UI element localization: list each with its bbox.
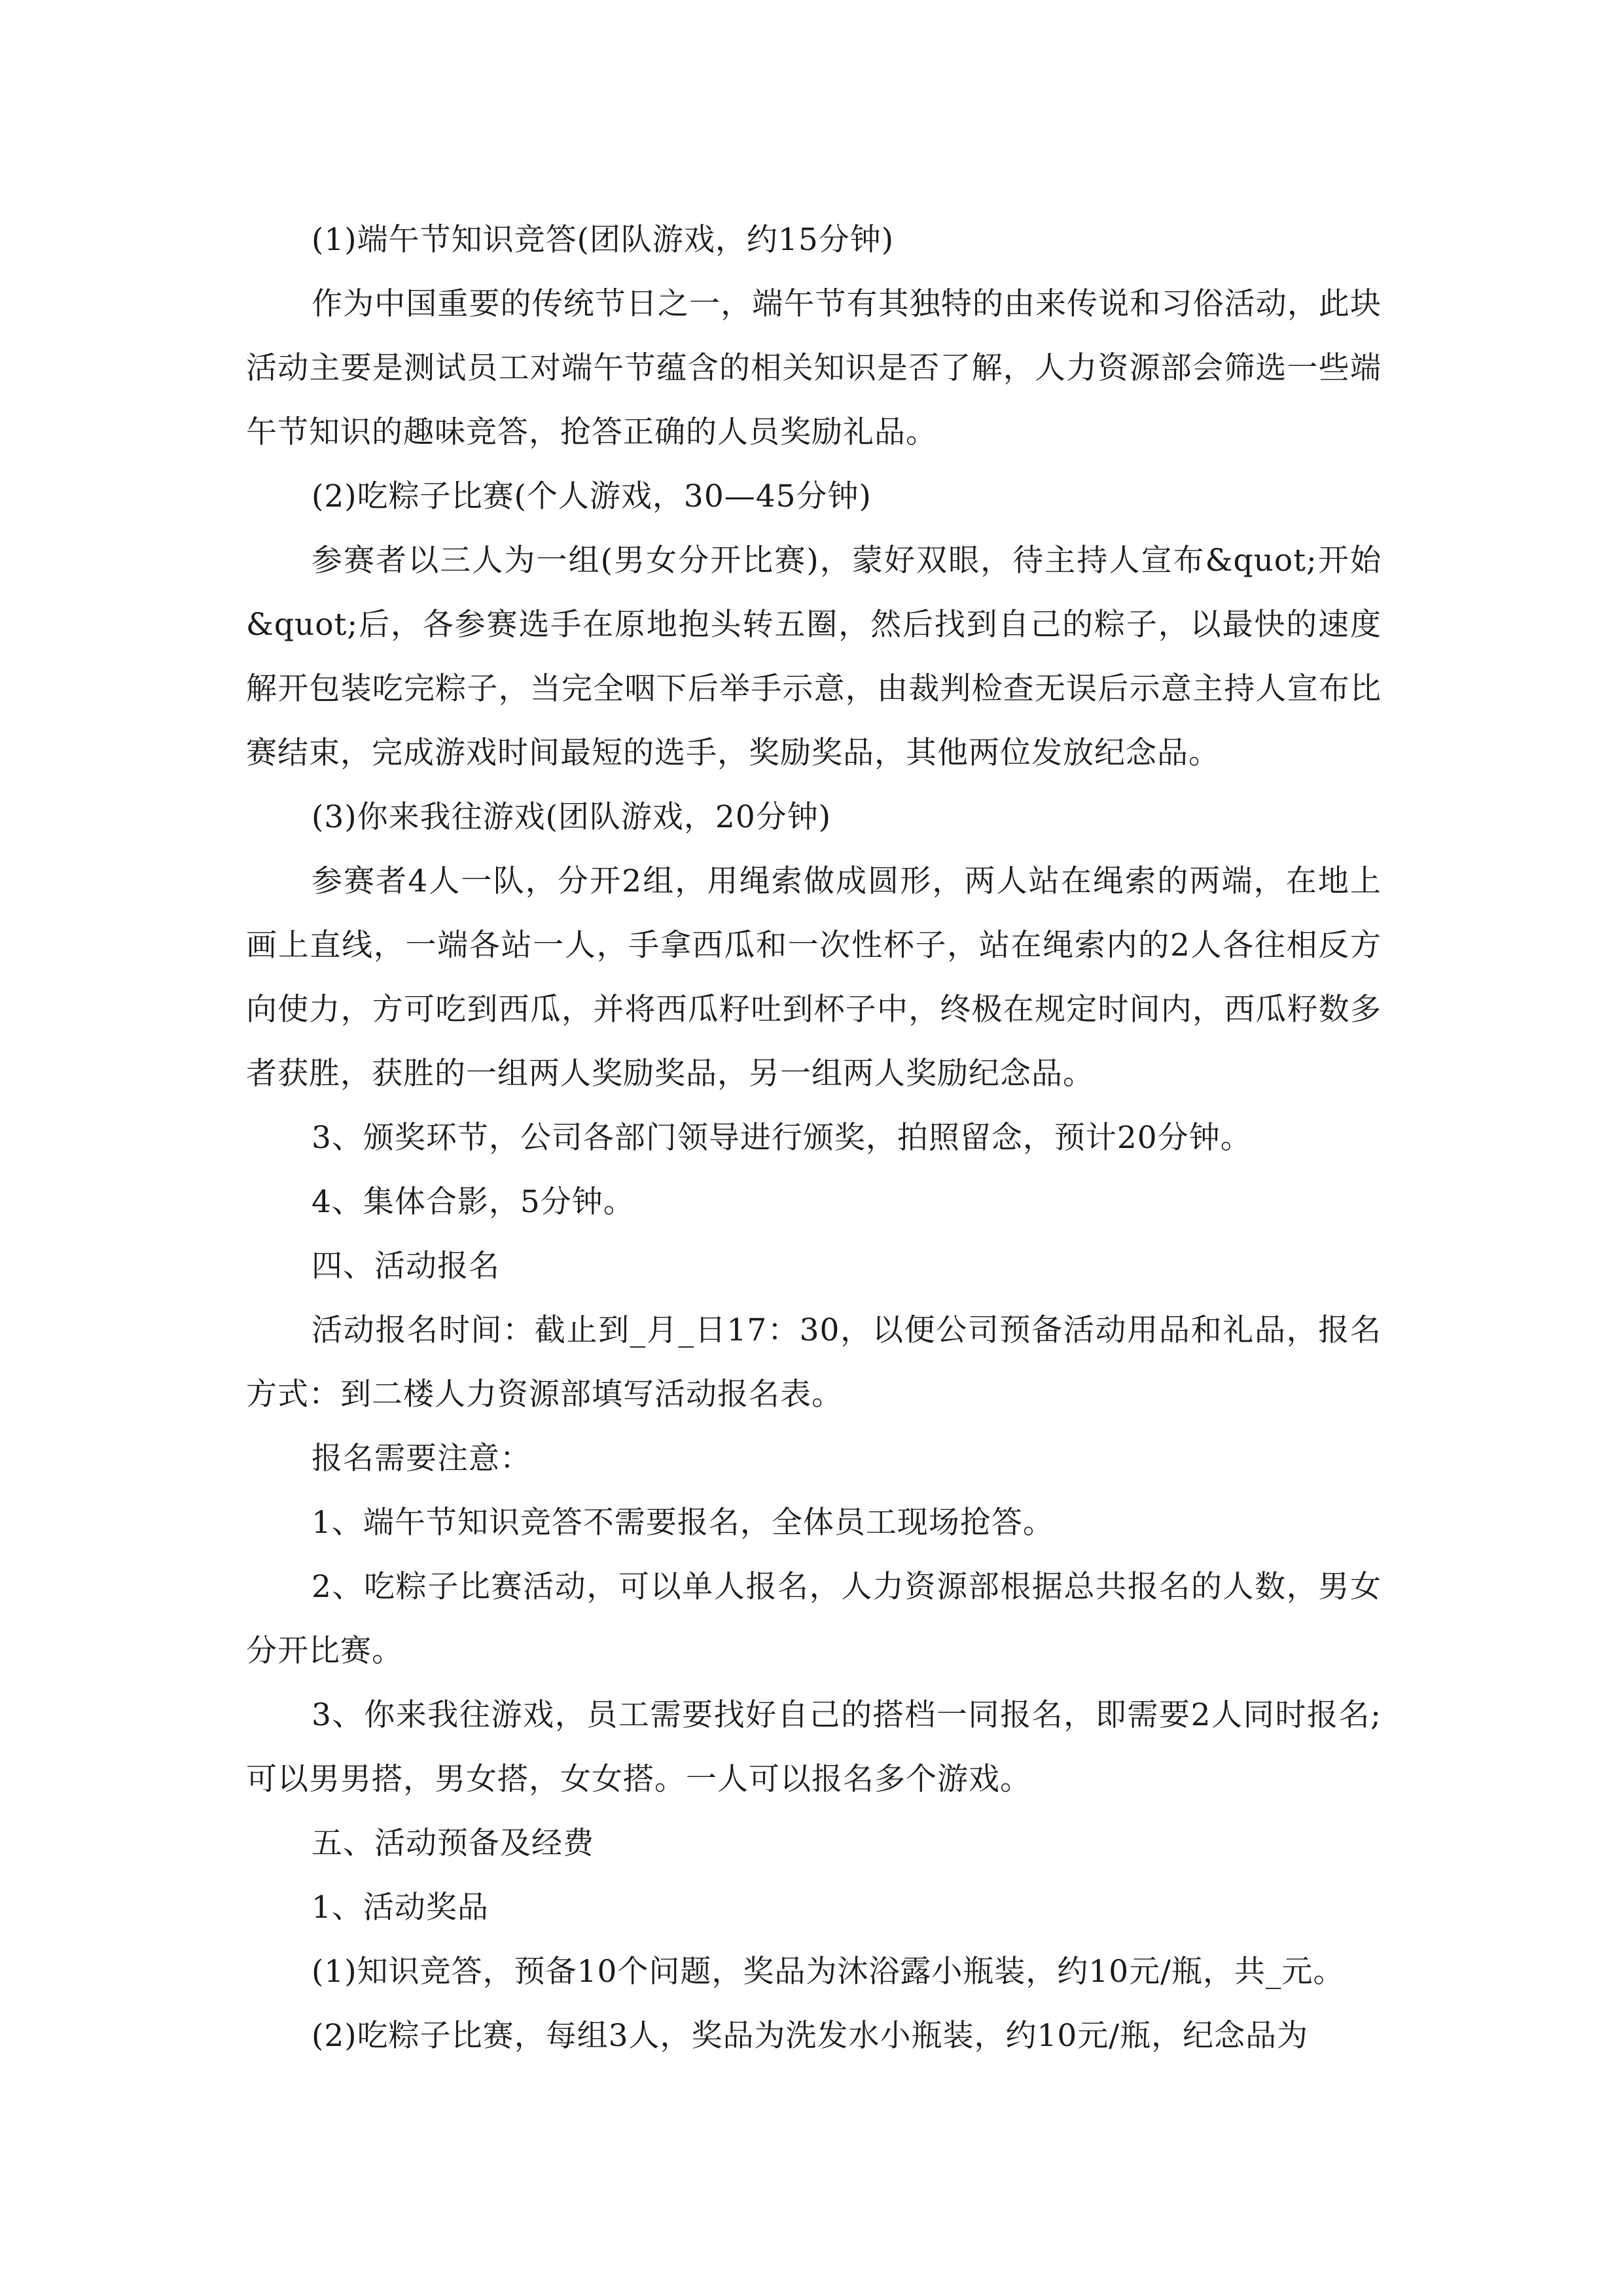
section-heading-registration: 四、活动报名 xyxy=(312,1248,500,1284)
document-body xyxy=(246,208,1382,2068)
paragraph-game-heading: (3)你来我往游戏(团队游戏，20分钟) xyxy=(312,799,832,835)
paragraph-quiz-description: 作为中国重要的传统节日之一，端午节有其独特的由来传说和习俗活动，此块活动主要是测试员工对端午节蕴含的相关知识是否了解，人力资源部会筛选一些端午节知识的趣味竞答，抢答正确的人员奖励礼品。 xyxy=(246,286,1382,450)
paragraph-registration-notes-title: 报名需要注意： xyxy=(312,1441,531,1477)
paragraph-award: 3、颁奖环节，公司各部门领导进行颁奖，拍照留念，预计20分钟。 xyxy=(312,1120,1252,1156)
paragraph-prizes-heading: 1、活动奖品 xyxy=(312,1890,489,1926)
paragraph-note-2: 2、吃粽子比赛活动，可以单人报名，人力资源部根据总共报名的人数，男女分开比赛。 xyxy=(246,1569,1382,1669)
paragraph-group-photo: 4、集体合影，5分钟。 xyxy=(312,1184,635,1220)
paragraph-zongzi-heading: (2)吃粽子比赛(个人游戏，30—45分钟) xyxy=(312,478,872,514)
paragraph-prize-zongzi: (2)吃粽子比赛，每组3人，奖品为洗发水小瓶装，约10元/瓶，纪念品为 xyxy=(312,2018,1309,2054)
paragraph-note-3: 3、你来我往游戏，员工需要找好自己的搭档一同报名，即需要2人同时报名;可以男男搭，男女搭，女女搭。一人可以报名多个游戏。 xyxy=(246,1697,1382,1797)
paragraph-note-1: 1、端午节知识竞答不需要报名，全体员工现场抢答。 xyxy=(312,1505,1054,1541)
paragraph-quiz-heading: (1)端午节知识竞答(团队游戏，约15分钟) xyxy=(312,222,895,258)
paragraph-game-description: 参赛者4人一队，分开2组，用绳索做成圆形，两人站在绳索的两端，在地上画上直线，一端各站一人，手拿西瓜和一次性杯子，站在绳索内的2人各往相反方向使力，方可吃到西瓜，并将西瓜籽吐到杯子中，终极在规定时间内，西瓜籽数多者获胜，获胜的一组两人奖励奖品，另一组两人奖励纪念品。 xyxy=(246,863,1382,1092)
paragraph-registration-time: 活动报名时间：截止到_月_日17：30，以便公司预备活动用品和礼品，报名方式：到二楼人力资源部填写活动报名表。 xyxy=(246,1312,1382,1412)
paragraph-prize-quiz: (1)知识竞答，预备10个问题，奖品为沐浴露小瓶装，约10元/瓶，共_元。 xyxy=(312,1954,1345,1990)
section-heading-preparation: 五、活动预备及经费 xyxy=(312,1825,594,1861)
paragraph-zongzi-description: 参赛者以三人为一组(男女分开比赛)，蒙好双眼，待主持人宣布&quot;开始&quot;后，各参赛选手在原地抱头转五圈，然后找到自己的粽子，以最快的速度解开包装吃完粽子，当完全咽下后举手示意，由裁判检查无误后示意主持人宣布比赛结束，完成游戏时间最短的选手，奖励奖品，其他两位发放纪念品。 xyxy=(246,543,1382,771)
